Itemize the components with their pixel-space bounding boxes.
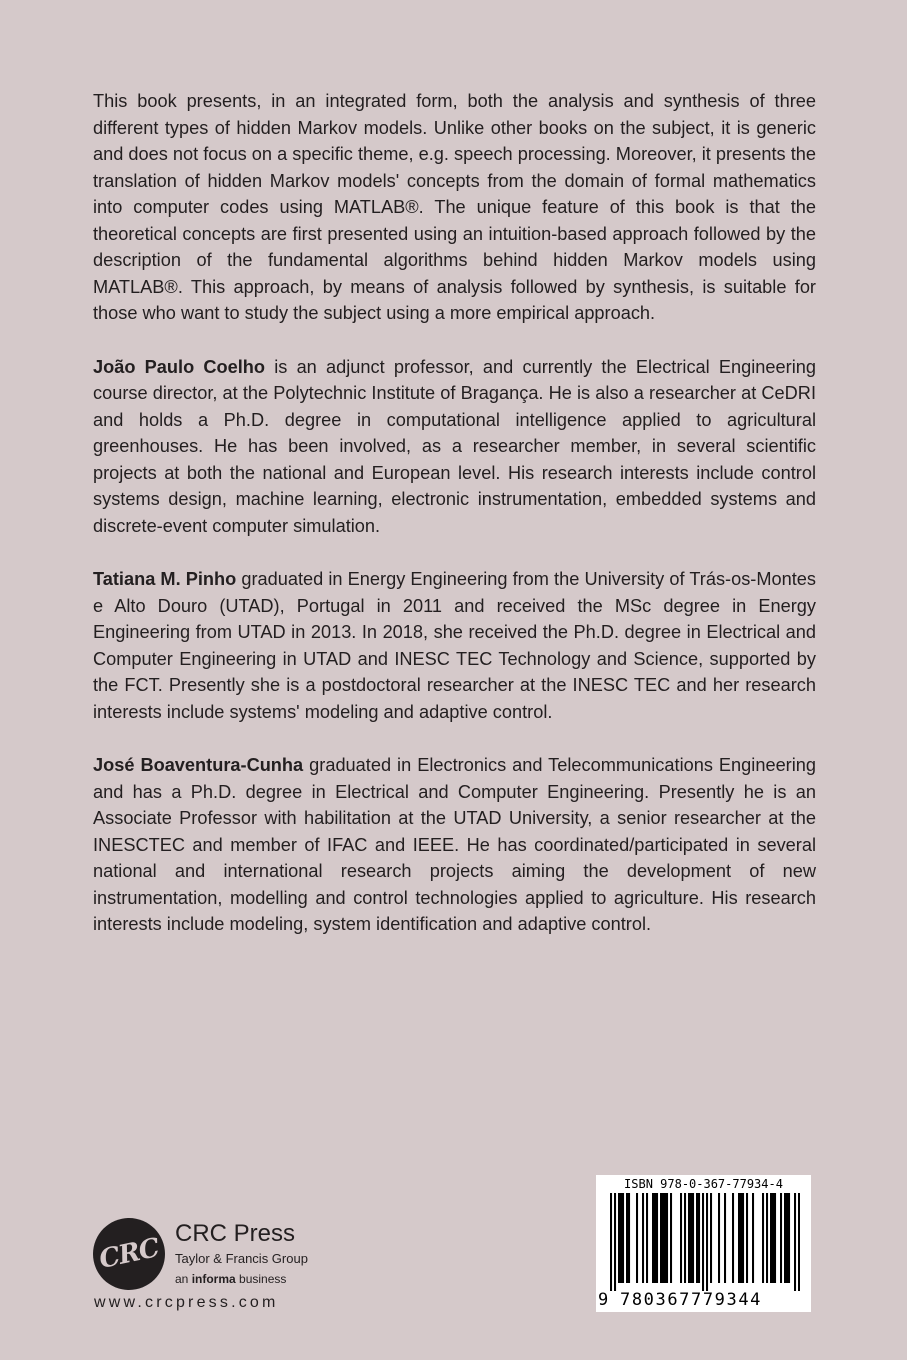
barcode-bar bbox=[766, 1193, 768, 1283]
publisher-logo bbox=[93, 1218, 393, 1318]
author-bio-2 bbox=[93, 566, 816, 725]
barcode-bar bbox=[692, 1193, 694, 1283]
barcode-bar bbox=[786, 1193, 788, 1283]
author-bio-text: is an adjunct professor, and currently the Electrical Engineering course director, at the Polytechnic Institute of Bragança. He is also a researcher at CeDRI and holds a Ph.D. degree in computational intelligence applied to agricultural greenhouses. He has been involved, as a researcher member, in several scientific projects at both the national and European level. His research interests include control systems design, machine learning, electronic instrumentation, embedded systems and discrete-event computer simulation. bbox=[93, 356, 816, 536]
logo-mark-text: CRC bbox=[96, 1233, 162, 1275]
barcode-bar bbox=[646, 1193, 648, 1283]
isbn-barcode bbox=[596, 1175, 811, 1312]
barcode-bar bbox=[626, 1193, 628, 1283]
barcode-bar bbox=[690, 1193, 692, 1283]
barcode-bar bbox=[774, 1193, 776, 1283]
barcode-bar bbox=[654, 1193, 656, 1283]
back-cover-text bbox=[93, 88, 816, 965]
publisher-name: CRC Press bbox=[175, 1220, 296, 1247]
barcode-bar bbox=[710, 1193, 712, 1283]
author-bio-1 bbox=[93, 354, 816, 540]
author-bio-3 bbox=[93, 752, 816, 938]
barcode-bar bbox=[614, 1193, 616, 1291]
barcode-bar bbox=[610, 1193, 612, 1291]
barcode-bars bbox=[610, 1193, 800, 1291]
author-name: José Boaventura-Cunha bbox=[93, 755, 304, 775]
book-description: This book presents, in an integrated form, both the analysis and synthesis of three different types of hidden Markov models. Unlike other books on the subject, it is generic and does not focus on a specific theme, e.g. speech processing. Moreover, it presents the translation of hidden Markov models' concepts from the domain of formal mathematics into computer codes using MATLAB®. The unique feature of this book is that the theoretical concepts are first presented using an intuition-based approach followed by the description of the fundamental algorithms behind hidden Markov models using MATLAB®. This approach, by means of analysis followed by synthesis, is suitable for those who want to study the subject using a more empirical approach. bbox=[93, 91, 816, 323]
barcode-bar bbox=[670, 1193, 672, 1283]
crc-logo-icon bbox=[93, 1218, 165, 1290]
barcode-bar bbox=[718, 1193, 720, 1283]
barcode-bar bbox=[636, 1193, 638, 1283]
publisher-tagline: an informa business bbox=[175, 1272, 287, 1286]
barcode-bar bbox=[688, 1193, 690, 1283]
barcode-bar bbox=[642, 1193, 644, 1283]
barcode-bar bbox=[752, 1193, 754, 1283]
author-name: Tatiana M. Pinho bbox=[93, 569, 237, 589]
barcode-bar bbox=[706, 1193, 708, 1291]
barcode-bar bbox=[684, 1193, 686, 1283]
barcode-bar bbox=[724, 1193, 726, 1283]
publisher-url[interactable]: www.crcpress.com bbox=[94, 1294, 279, 1311]
barcode-bar bbox=[780, 1193, 782, 1283]
barcode-bar bbox=[664, 1193, 666, 1283]
barcode-first-digit: 9 bbox=[598, 1290, 609, 1310]
author-bio-text: graduated in Electronics and Telecommunications Engineering and has a Ph.D. degree in Electrical and Computer Engineering. Presently he is an Associate Professor with habilitation at the UTAD University, a senior researcher at the INESCTEC and member of IFAC and IEEE. He has coordinated/participated in several national and international research projects aiming the development of new instrumentation, modelling and control technologies applied to agriculture. His research interests include modeling, system identification and adaptive control. bbox=[93, 755, 817, 934]
barcode-bar bbox=[742, 1193, 744, 1283]
publisher-group: Taylor & Francis Group bbox=[175, 1251, 308, 1266]
barcode-bar bbox=[732, 1193, 734, 1283]
author-bio-text: graduated in Energy Engineering from the University of Trás-os-Montes e Alto Douro (UTAD), Portugal in 2011 and received the MSc degree in Energy Engineering from UTAD in 2013. In 2018, she received the Ph.D. degree in Electrical and Computer Engineering in UTAD and INESC TEC Technology and Science, supported by the FCT. Presently she is a postdoctoral researcher at the INESC TEC and her research interests include systems' modeling and adaptive control. bbox=[93, 569, 816, 722]
barcode-bar bbox=[702, 1193, 704, 1291]
barcode-bar bbox=[696, 1193, 698, 1283]
barcode-bar bbox=[618, 1193, 620, 1283]
barcode-bar bbox=[740, 1193, 742, 1283]
barcode-bar bbox=[652, 1193, 654, 1283]
barcode-bar bbox=[794, 1193, 796, 1291]
barcode-bar bbox=[620, 1193, 622, 1283]
barcode-bar bbox=[788, 1193, 790, 1283]
barcode-bar bbox=[738, 1193, 740, 1283]
barcode-bar bbox=[628, 1193, 630, 1283]
barcode-bar bbox=[784, 1193, 786, 1283]
barcode-bar bbox=[746, 1193, 748, 1283]
barcode-bar bbox=[762, 1193, 764, 1283]
barcode-rest-digits: 780367779344 bbox=[620, 1290, 763, 1310]
author-name: João Paulo Coelho bbox=[93, 356, 266, 377]
barcode-bar bbox=[656, 1193, 658, 1283]
barcode-bar bbox=[666, 1193, 668, 1283]
barcode-bar bbox=[660, 1193, 662, 1283]
barcode-bar bbox=[680, 1193, 682, 1283]
barcode-bar bbox=[798, 1193, 800, 1291]
barcode-bar bbox=[772, 1193, 774, 1283]
barcode-bar bbox=[698, 1193, 700, 1283]
barcode-bar bbox=[770, 1193, 772, 1283]
barcode-bar bbox=[662, 1193, 664, 1283]
isbn-label: ISBN 978-0-367-77934-4 bbox=[624, 1177, 783, 1191]
barcode-bar bbox=[622, 1193, 624, 1283]
